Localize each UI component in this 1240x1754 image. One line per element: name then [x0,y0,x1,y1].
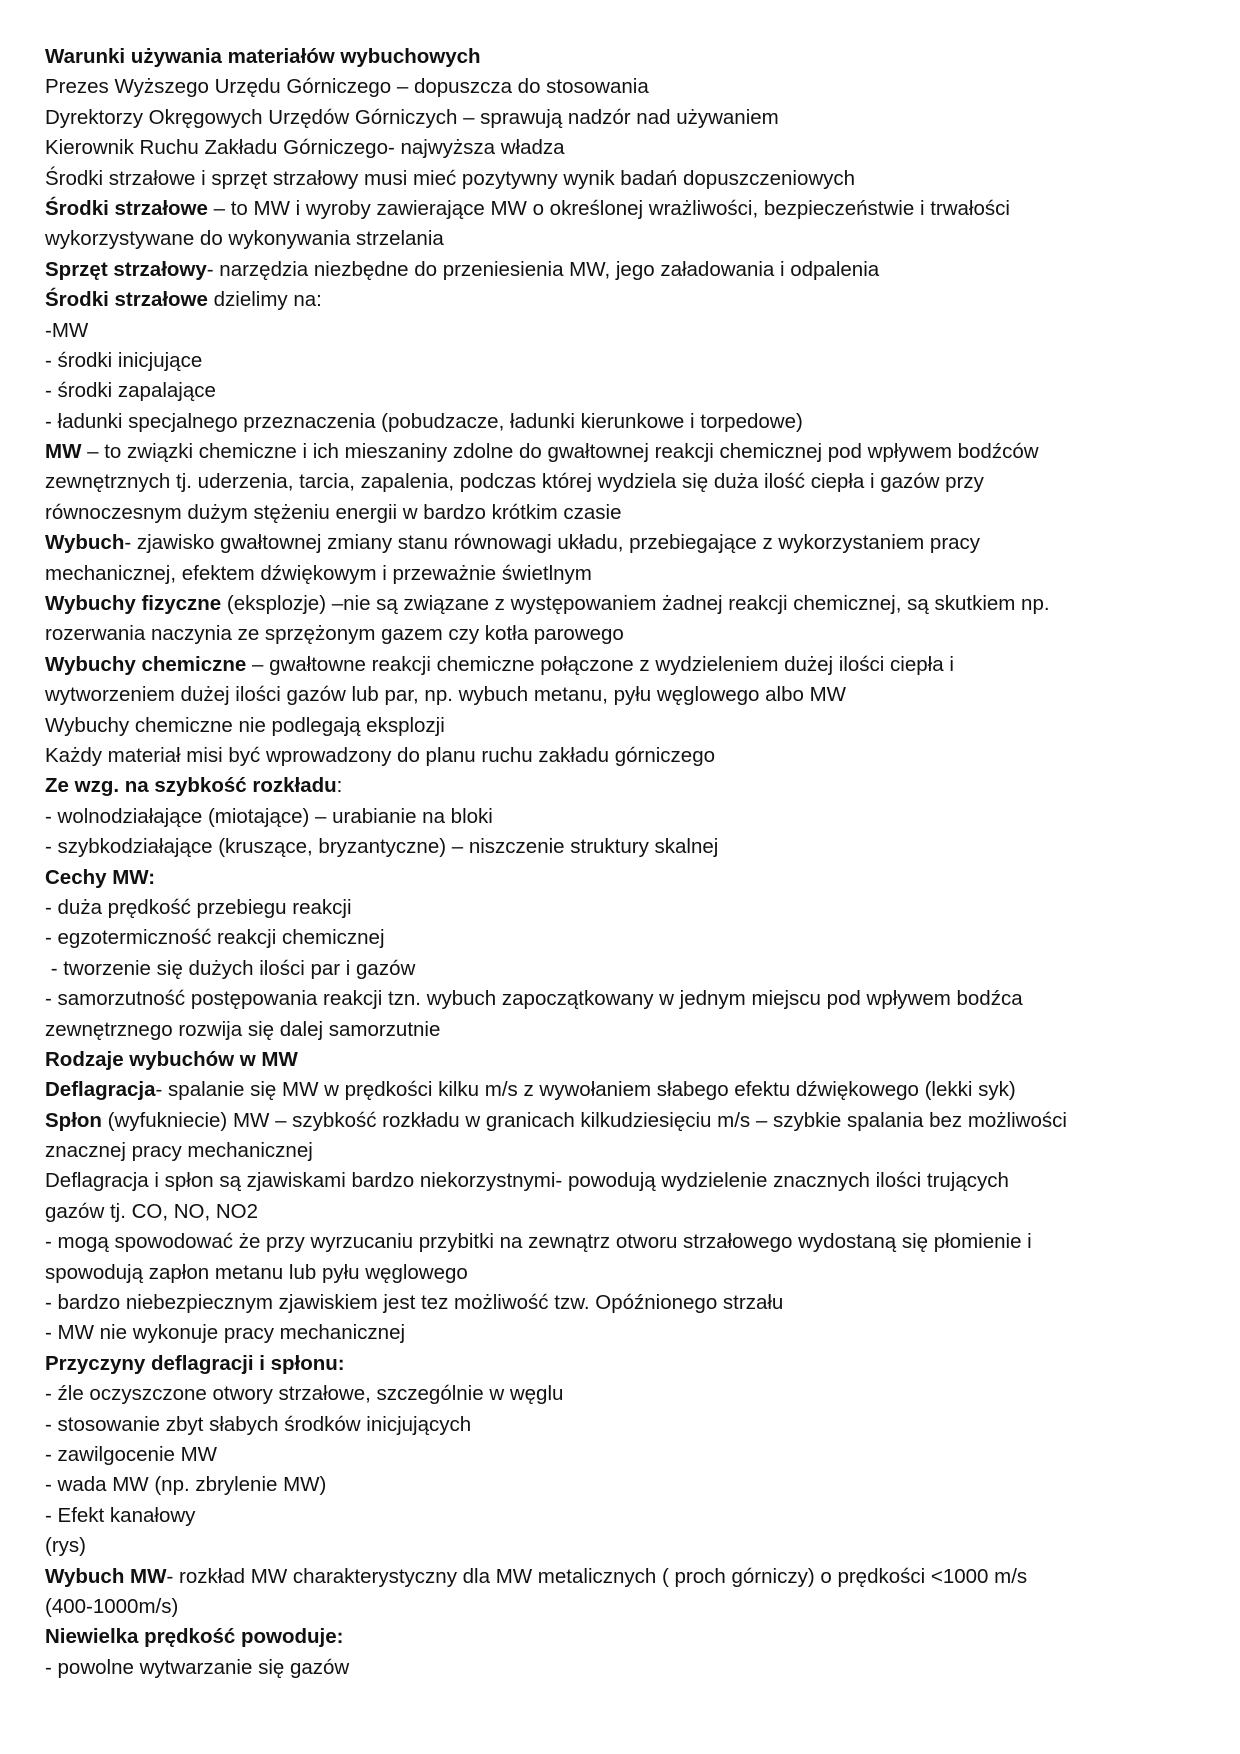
text-line [45,589,1205,619]
line-text: – gwałtowne reakcji chemiczne połączone z wydzieleniem dużej ilości ciepła i [246,652,954,676]
text-line [45,255,1205,285]
line-text: – to MW i wyroby zawierające MW o określonej wrażliwości, bezpieczeństwie i trwałości [207,196,1010,220]
text-line [45,984,1205,1014]
line-text: - ładunki specjalnego przeznaczenia (pobudzacze, ładunki kierunkowe i torpedowe) [45,409,803,433]
bold-term: MW [45,440,82,464]
text-line [45,923,1205,953]
text-line [45,741,1205,771]
text-line [45,893,1205,923]
line-text: - środki inicjujące [45,348,203,372]
bold-term: Wybuch [45,531,125,555]
line-text: – to związki chemiczne i ich mieszaniny zdolne do gwałtownej reakcji chemicznej pod wpływem bodźców [81,440,1039,464]
line-text: Dyrektorzy Okręgowych Urzędów Górniczych – sprawują nadzór nad używaniem [45,105,779,129]
text-line [45,1562,1205,1592]
bold-term: Niewielka prędkość powoduje: [45,1625,344,1649]
line-text: - samorzutność postępowania reakcji tzn. wybuch zapoczątkowany w jednym miejscu pod wpływem bodźca [45,987,1023,1011]
line-text: - bardzo niebezpiecznym zjawiskiem jest tez możliwość tzw. Opóźnionego strzału [45,1291,784,1315]
text-line [45,285,1205,315]
bold-term: Wybuchy chemiczne [45,652,247,676]
line-text: (eksplozje) –nie są związane z występowaniem żadnej reakcji chemicznej, są skutkiem np. [221,592,1050,616]
text-line [45,1075,1205,1105]
bold-term: Przyczyny deflagracji i spłonu: [45,1351,345,1375]
line-text: : [336,774,343,798]
line-text: - spalanie się MW w prędkości kilku m/s z wywołaniem słabego efektu dźwiękowego (lekki syk) [155,1078,1016,1102]
text-line [45,407,1205,437]
text-line [45,680,1205,710]
text-line [45,1592,1205,1622]
text-line [45,133,1205,163]
text-line [45,316,1205,346]
line-text: rozerwania naczynia ze sprzężonym gazem czy kotła parowego [45,622,624,646]
text-line [45,771,1205,801]
text-line [45,376,1205,406]
text-line [45,1318,1205,1348]
text-line [45,72,1205,102]
text-line [45,832,1205,862]
line-text: równoczesnym dużym stężeniu energii w bardzo krótkim czasie [45,500,622,524]
text-line [45,1653,1205,1683]
text-line [45,346,1205,376]
line-text: - tworzenie się dużych ilości par i gazów [45,956,416,980]
bold-term: Sprzęt strzałowy [45,257,207,281]
line-text: Środki strzałowe i sprzęt strzałowy musi mieć pozytywny wynik badań dopuszczeniowych [45,166,856,190]
line-text: Kierownik Ruchu Zakładu Górniczego- najwyższa władza [45,136,565,160]
text-line [45,103,1205,133]
line-text: - powolne wytwarzanie się gazów [45,1655,350,1679]
bold-term: Warunki używania materiałów wybuchowych [45,45,481,68]
text-line [45,619,1205,649]
text-line [45,1166,1205,1196]
text-line [45,1379,1205,1409]
text-line [45,1349,1205,1379]
bold-term: Spłon [45,1108,102,1132]
text-line [45,1501,1205,1531]
line-text: - Efekt kanałowy [45,1503,196,1527]
text-line [45,194,1205,224]
line-text: (400-1000m/s) [45,1594,179,1618]
text-line [45,437,1205,467]
bold-term: Deflagracja [45,1078,156,1102]
line-text: - środki zapalające [45,379,216,403]
text-line [45,1197,1205,1227]
bold-term: Środki strzałowe [45,196,208,220]
line-text: - MW nie wykonuje pracy mechanicznej [45,1321,406,1345]
line-text: - zjawisko gwałtownej zmiany stanu równowagi układu, przebiegające z wykorzystaniem pracy [124,531,981,555]
line-text: - mogą spowodować że przy wyrzucaniu przybitki na zewnątrz otworu strzałowego wydostaną się płomienie i [45,1230,1032,1254]
text-line [45,650,1205,680]
bold-term: Cechy MW: [45,865,156,889]
text-line [45,1045,1205,1075]
bold-term: Rodzaje wybuchów w MW [45,1047,298,1071]
text-line [45,711,1205,741]
text-line [45,467,1205,497]
line-text: wytworzeniem dużej ilości gazów lub par, np. wybuch metanu, pyłu węglowego albo MW [45,683,847,707]
text-line [45,1015,1205,1045]
line-text: gazów tj. CO, NO, NO2 [45,1199,259,1223]
line-text: -MW [45,318,89,342]
text-line [45,1106,1205,1136]
text-line [45,1227,1205,1257]
line-text: - wolnodziałające (miotające) – urabianie na bloki [45,804,493,828]
line-text: (wyfukniecie) MW – szybkość rozkładu w granicach kilkudziesięciu m/s – szybkie spalania bez możliwości [101,1108,1067,1132]
line-text: zewnętrznego rozwija się dalej samorzutnie [45,1017,441,1041]
text-line [45,1258,1205,1288]
document-page [45,42,1205,1683]
bold-term: Ze wzg. na szybkość rozkładu [45,774,337,798]
text-line [45,498,1205,528]
line-text: dzielimy na: [207,288,322,312]
bold-term: Środki strzałowe [45,288,208,312]
line-text: - stosowanie zbyt słabych środków inicjujących [45,1412,472,1436]
line-text: znacznej pracy mechanicznej [45,1139,313,1163]
text-line [45,1440,1205,1470]
line-text: Prezes Wyższego Urzędu Górniczego – dopuszcza do stosowania [45,75,649,99]
line-text: (rys) [45,1534,86,1558]
text-line [45,528,1205,558]
text-line [45,863,1205,893]
line-text: spowodują zapłon metanu lub pyłu węglowego [45,1260,468,1284]
line-text: - narzędzia niezbędne do przeniesienia MW, jego załadowania i odpalenia [206,257,880,281]
line-text: - egzotermiczność reakcji chemicznej [45,926,385,950]
line-text: - wada MW (np. zbrylenie MW) [45,1473,327,1497]
text-line [45,42,1205,72]
line-text: - duża prędkość przebiegu reakcji [45,895,352,919]
line-text: - zawilgocenie MW [45,1442,218,1466]
text-line [45,1288,1205,1318]
text-line [45,1470,1205,1500]
text-line [45,954,1205,984]
text-line [45,559,1205,589]
line-text: Wybuchy chemiczne nie podlegają eksplozji [45,713,445,737]
line-text: wykorzystywane do wykonywania strzelania [45,227,444,251]
line-text: zewnętrznych tj. uderzenia, tarcia, zapalenia, podczas której wydziela się duża ilość ciepła i gazów przy [45,470,984,494]
bold-term: Wybuch MW [45,1564,167,1588]
text-line [45,1622,1205,1652]
line-text: - źle oczyszczone otwory strzałowe, szczególnie w węglu [45,1382,564,1406]
line-text: - szybkodziałające (kruszące, bryzantyczne) – niszczenie struktury skalnej [45,835,719,859]
line-text: - rozkład MW charakterystyczny dla MW metalicznych ( proch górniczy) o prędkości <1000 m/s [166,1564,1028,1588]
text-line [45,224,1205,254]
text-line [45,802,1205,832]
line-text: Każdy materiał misi być wprowadzony do planu ruchu zakładu górniczego [45,743,716,767]
text-line [45,1531,1205,1561]
text-line [45,164,1205,194]
bold-term: Wybuchy fizyczne [45,592,222,616]
text-line [45,1410,1205,1440]
text-line [45,1136,1205,1166]
line-text: Deflagracja i spłon są zjawiskami bardzo niekorzystnymi- powodują wydzielenie znacznych ilości trujących [45,1169,1009,1193]
line-text: mechanicznej, efektem dźwiękowym i przeważnie świetlnym [45,561,592,585]
